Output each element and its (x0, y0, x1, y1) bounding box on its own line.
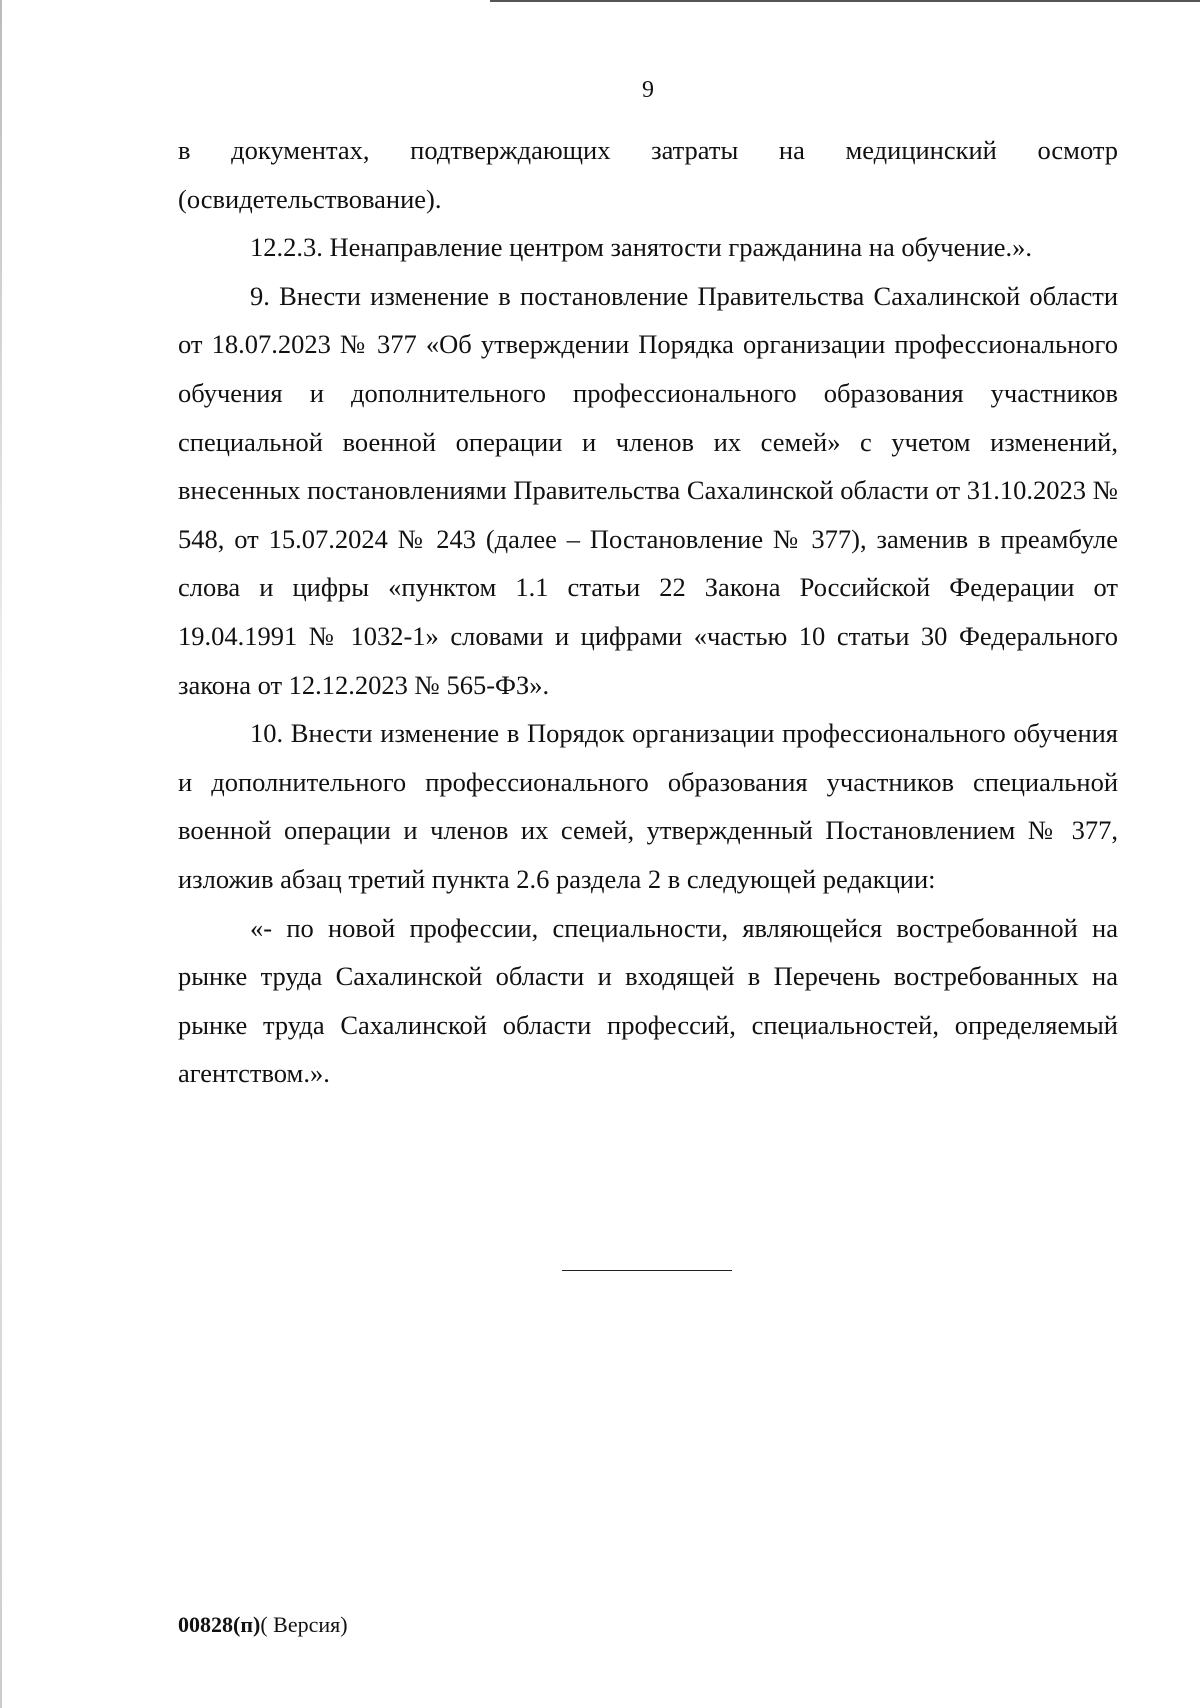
scan-edge-left (0, 0, 2, 1708)
end-divider-line (562, 1270, 732, 1271)
document-body (178, 126, 1118, 1098)
paragraph-12-2-3: 12.2.3. Ненаправление центром занятости гражданина на обучение.». (250, 232, 1033, 263)
document-footer (178, 1612, 348, 1638)
paragraph-item-9: 9. Внести изменение в постановление Правительства Сахалинской области от 18.07.2023 № 377 «Об утверждении Порядка организации профессионального обучения и дополнительного профессионального образования участников специальной военной операции и членов их семей» с учетом изменений, внесенных постановлениями Правительства Сахалинской области от 31.10.2023 № 548, от 15.07.2024 № 243 (далее – Постановление № 377), заменив в преамбуле слова и цифры «пунктом 1.1 статьи 22 Закона Российской Федерации от 19.04.1991 № 1032-1» словами и цифрами «частью 10 статьи 30 Федерального закона от 12.12.2023 № 565-ФЗ». (178, 280, 1118, 700)
paragraph-item-10: 10. Внести изменение в Порядок организации профессионального обучения и дополнительного профессионального образования участников специальной военной операции и членов их семей, утвержденный Постановлением № 377, изложив абзац третий пункта 2.6 раздела 2 в следующей редакции: (178, 718, 1118, 894)
paragraph-quoted-text: «- по новой профессии, специальности, являющейся востребованной на рынке труда Сахалинской области и входящей в Перечень востребованных на рынке труда Сахалинской области профессий, специальностей, определяемый агентством.». (178, 912, 1118, 1089)
document-code: 00828(п) (178, 1612, 261, 1637)
document-version: ( Версия) (260, 1612, 348, 1637)
scan-edge-top (490, 0, 1200, 2)
paragraph-continuation: в документах, подтверждающих затраты на медицинский осмотр (освидетельствование). (178, 135, 1118, 214)
page-number: 9 (642, 77, 654, 103)
